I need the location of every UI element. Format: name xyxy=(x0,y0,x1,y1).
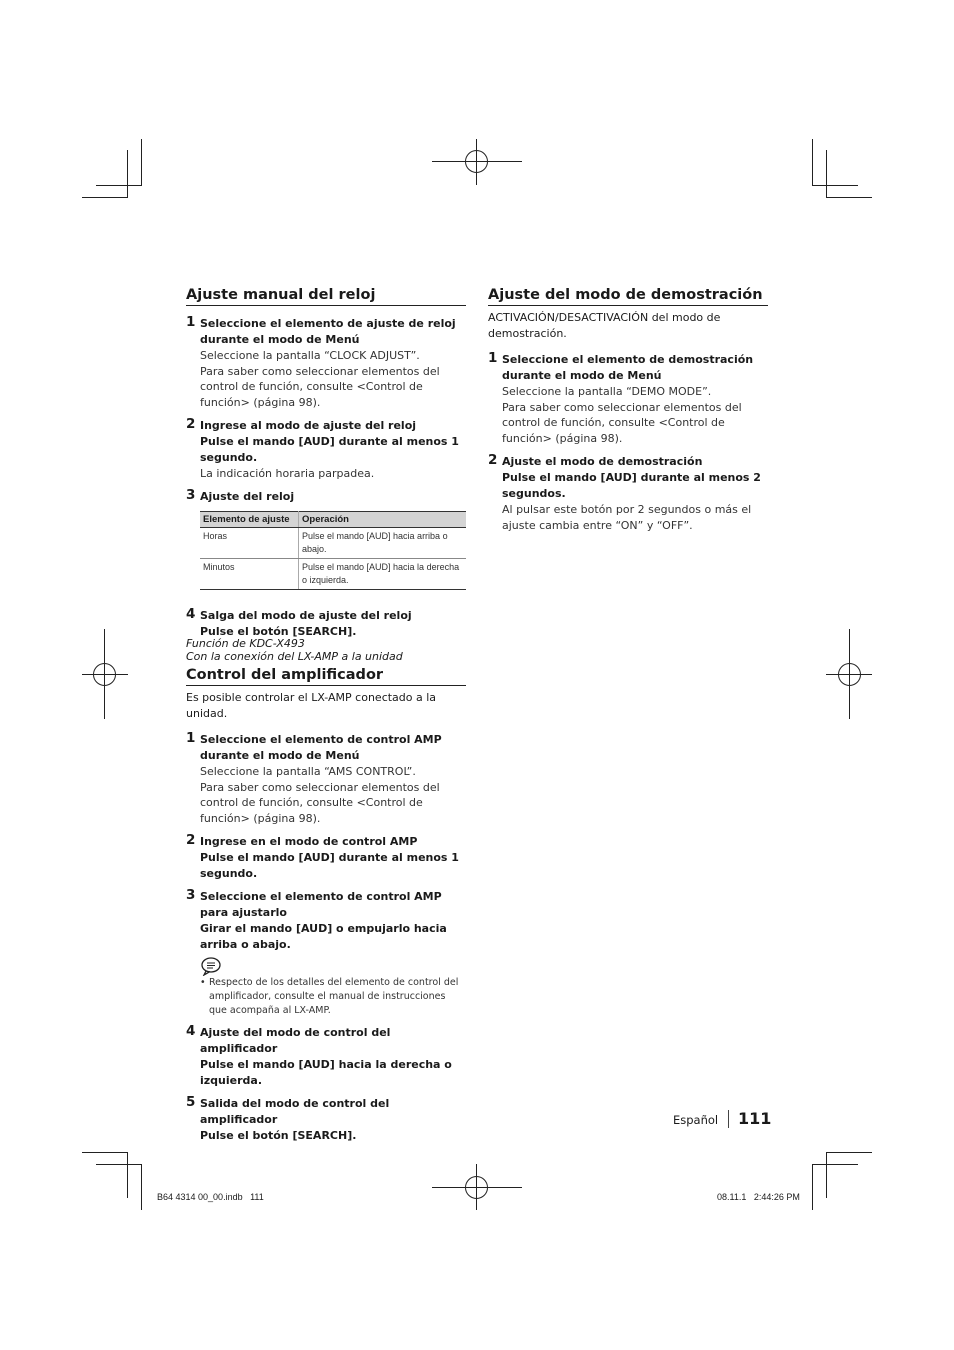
step-number: 2 xyxy=(488,451,498,468)
table-cell: Horas xyxy=(200,527,299,558)
step-number: 1 xyxy=(186,314,196,330)
step-number: 4 xyxy=(186,605,196,622)
step-number: 4 xyxy=(186,1022,196,1039)
table-row xyxy=(200,527,466,558)
step-3 xyxy=(186,886,466,1018)
step-action: Girar el mando [AUD] o empujarlo hacia arriba o abajo. xyxy=(200,921,447,951)
section-intro: Es posible controlar el LX-AMP conectado a la unidad. xyxy=(186,691,437,720)
page-language: Español xyxy=(673,1113,719,1127)
step-4 xyxy=(186,1022,466,1089)
step-title: Ingrese al modo de ajuste del reloj xyxy=(200,418,417,432)
step-number: 1 xyxy=(488,350,498,366)
table-header: Operación xyxy=(299,511,467,527)
step-title: Ingrese en el modo de control AMP xyxy=(200,834,418,848)
table-cell: Pulse el mando [AUD] hacia la derecha o izquierda. xyxy=(299,558,467,589)
step-4 xyxy=(186,605,466,640)
step-action: Pulse el mando [AUD] durante al menos 2 segundos. xyxy=(502,470,761,500)
step-title: Ajuste del reloj xyxy=(200,489,295,503)
clock-adjust-table xyxy=(200,511,466,590)
step-action: Pulse el botón [SEARCH]. xyxy=(200,1128,357,1142)
print-timestamp: 08.11.1 2:44:26 PM xyxy=(717,1192,800,1202)
page-number: 111 xyxy=(738,1109,772,1128)
section-heading: Ajuste del modo de demostración xyxy=(488,287,768,306)
step-number: 2 xyxy=(186,415,196,432)
step-number: 3 xyxy=(186,886,196,903)
step-3 xyxy=(186,486,466,590)
step-title: Salida del modo de control del amplificador xyxy=(200,1096,390,1126)
file-info: B64 4314 00_00.indb 111 xyxy=(157,1192,264,1202)
step-description: Seleccione la pantalla “AMS CONTROL”. Para saber como seleccionar elementos del control de función, consulte <Control de función> (página 98). xyxy=(200,765,440,826)
step-5 xyxy=(186,1093,466,1144)
step-title: Seleccione el elemento de demostración durante el modo de Menú xyxy=(502,353,754,382)
step-number: 3 xyxy=(186,486,196,503)
table-cell: Pulse el mando [AUD] hacia arriba o abajo. xyxy=(299,527,467,558)
step-action: Pulse el mando [AUD] hacia la derecha o izquierda. xyxy=(200,1057,452,1087)
step-1 xyxy=(186,316,466,411)
step-title: Seleccione el elemento de ajuste de reloj durante el modo de Menú xyxy=(200,317,456,346)
step-description: La indicación horaria parpadea. xyxy=(200,466,375,480)
step-action: Pulse el botón [SEARCH]. xyxy=(200,624,357,638)
section-clock-adjust xyxy=(186,287,466,640)
note-text: • Respecto de los detalles del elemento de control del amplificador, consulte el manual de instrucciones que acompaña al LX-AMP. xyxy=(200,976,466,1018)
step-2 xyxy=(186,415,466,482)
step-1 xyxy=(488,352,768,447)
step-2 xyxy=(186,831,466,882)
step-description: Seleccione la pantalla “DEMO MODE”. Para saber como seleccionar elementos del control de función, consulte <Control de función> (página 98). xyxy=(502,385,742,446)
note-icon xyxy=(200,956,222,976)
step-title: Ajuste el modo de demostración xyxy=(502,454,703,468)
step-action: Pulse el mando [AUD] durante al menos 1 segundo. xyxy=(200,850,459,880)
step-description: Seleccione la pantalla “CLOCK ADJUST”. Para saber como seleccionar elementos del control de función, consulte <Control de función> (página 98). xyxy=(200,349,440,410)
model-note: Función de KDC-X493 xyxy=(186,637,305,650)
table-row xyxy=(200,558,466,589)
step-title: Seleccione el elemento de control AMP durante el modo de Menú xyxy=(200,733,442,762)
section-heading: Ajuste manual del reloj xyxy=(186,287,466,306)
section-demo-mode xyxy=(488,287,768,533)
section-intro: ACTIVACIÓN/DESACTIVACIÓN del modo de demostración. xyxy=(488,311,721,340)
connection-note: Con la conexión del LX-AMP a la unidad xyxy=(186,649,403,663)
step-title: Seleccione el elemento de control AMP para ajustarlo xyxy=(200,889,442,919)
step-1 xyxy=(186,732,466,827)
step-description: Al pulsar este botón por 2 segundos o más el ajuste cambia entre “ON” y “OFF”. xyxy=(502,502,752,532)
step-2 xyxy=(488,451,768,533)
table-cell: Minutos xyxy=(200,558,299,589)
section-heading: Control del amplificador xyxy=(186,667,466,686)
step-number: 2 xyxy=(186,831,196,848)
table-header: Elemento de ajuste xyxy=(200,511,299,527)
step-title: Salga del modo de ajuste del reloj xyxy=(200,608,412,622)
step-title: Ajuste del modo de control del amplificador xyxy=(200,1025,391,1055)
step-number: 5 xyxy=(186,1093,196,1110)
step-action: Pulse el mando [AUD] durante al menos 1 segundo. xyxy=(200,434,459,464)
section-amp-control xyxy=(186,638,466,1144)
page-divider xyxy=(728,1110,729,1128)
step-number: 1 xyxy=(186,730,196,746)
